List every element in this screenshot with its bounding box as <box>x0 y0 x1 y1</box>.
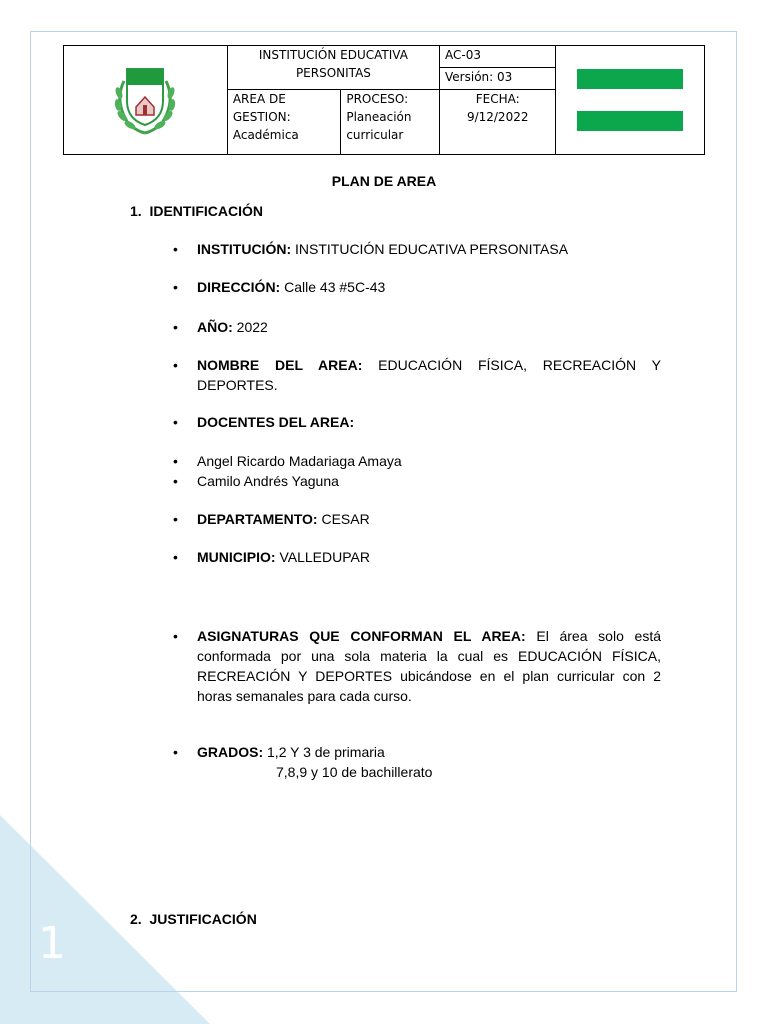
version-cell <box>440 68 556 90</box>
institution-name: INSTITUCIÓN EDUCATIVA PERSONITAS <box>258 48 408 80</box>
list-item-asignaturas: • ASIGNATURAS QUE CONFORMAN EL AREA: El área solo está conformada por una sola materia la cual es EDUCACIÓN FÍSICA, RECREACIÓN Y DEPORTES ubicándose en el plan curricular con 2 horas semanales para cada curso. <box>197 626 661 706</box>
page-number: 1 <box>38 918 66 969</box>
area-cell <box>227 90 340 155</box>
process-cell <box>341 90 440 155</box>
section-heading-identificacion: 1. IDENTIFICACIÓN <box>130 203 264 219</box>
school-crest-logo <box>110 61 180 135</box>
date-label: FECHA: <box>475 92 520 107</box>
flag-green-stripe-bottom <box>577 111 683 131</box>
list-item-institucion: • INSTITUCIÓN: INSTITUCIÓN EDUCATIVA PERSONITASA <box>197 239 661 259</box>
area-label: AREA DE GESTION: Académica <box>232 92 299 143</box>
document-code: AC-03 <box>445 48 481 62</box>
list-item-docente-1: • Angel Ricardo Madariaga Amaya <box>197 451 661 471</box>
list-item-municipio: • MUNICIPIO: VALLEDUPAR <box>197 547 661 567</box>
list-item-anio: • AÑO: 2022 <box>197 317 661 337</box>
document-version: Versión: 03 <box>445 70 513 85</box>
date-value: 9/12/2022 <box>466 110 529 125</box>
flag-green-stripe-top <box>577 69 683 89</box>
document-title: PLAN DE AREA <box>331 173 437 189</box>
list-item-docentes: • DOCENTES DEL AREA: <box>197 412 661 432</box>
date-cell <box>440 90 556 155</box>
list-item-departamento: • DEPARTAMENTO: CESAR <box>197 509 661 529</box>
list-item-grados: • GRADOS: 1,2 Y 3 de primaria <box>197 742 661 762</box>
list-item-direccion: • DIRECCIÓN: Calle 43 #5C-43 <box>197 277 661 297</box>
list-item-docente-2: • Camilo Andrés Yaguna <box>197 471 661 491</box>
flag-white-stripe <box>561 89 699 111</box>
code-cell <box>440 46 556 68</box>
institution-name-cell <box>227 46 439 90</box>
process-label: PROCESO: Planeación curricular <box>346 92 412 143</box>
logo-cell <box>64 46 228 155</box>
grados-second-line: 7,8,9 y 10 de bachillerato <box>276 764 433 780</box>
section-heading-justificacion: 2. JUSTIFICACIÓN <box>130 911 257 927</box>
flag-cell <box>556 46 705 155</box>
document-header-table <box>63 45 705 155</box>
list-item-nombre-area: • NOMBRE DEL AREA: EDUCACIÓN FÍSICA, RECREACIÓN Y DEPORTES. <box>197 355 661 395</box>
